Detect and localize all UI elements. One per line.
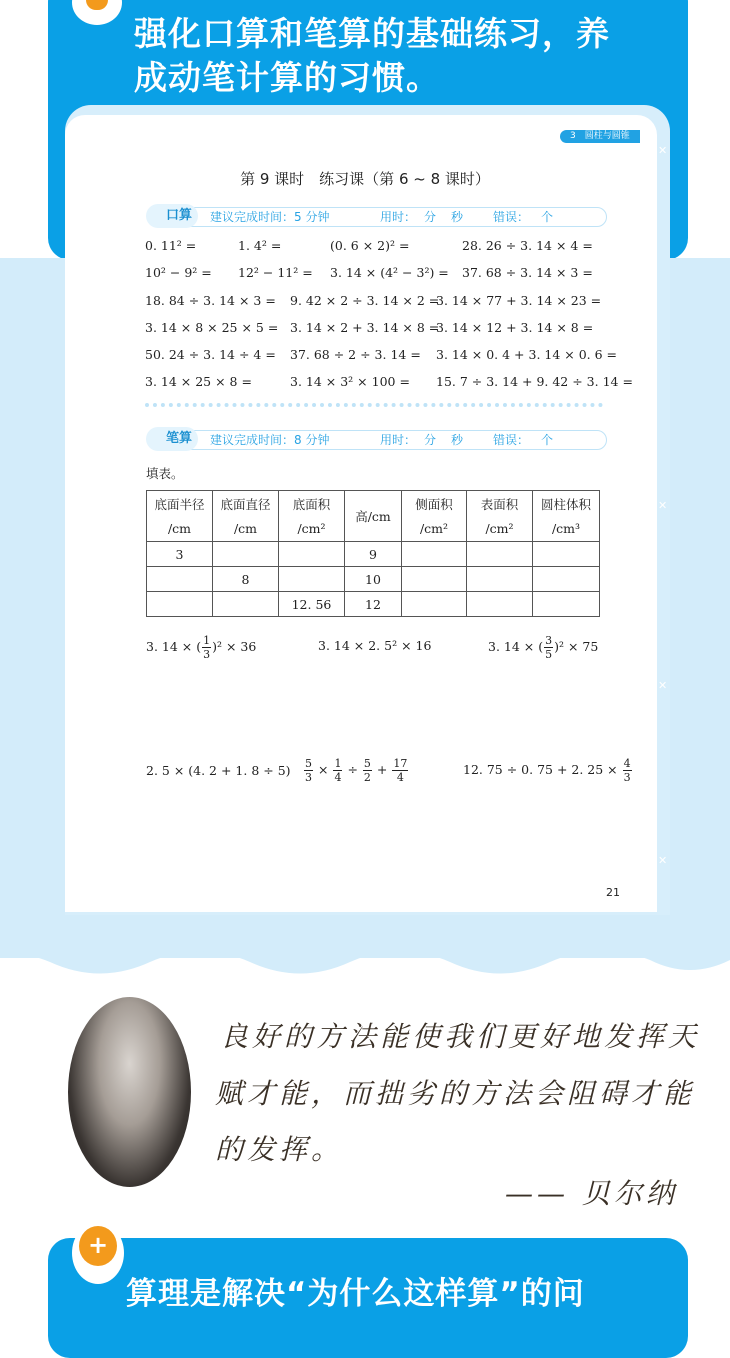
time-used-label: 用时：	[380, 210, 417, 224]
table-header-row	[147, 491, 600, 542]
minute-label: 分	[424, 433, 437, 447]
quote-line1: 良好的方法能使我们更好地发挥天	[220, 1020, 701, 1053]
quote-line2: 赋才能，而拙劣的方法会阻碍才能	[215, 1077, 696, 1110]
instruction: 填表。	[146, 466, 184, 481]
sparkle-icon: ✕	[658, 144, 668, 157]
quote-line3: 的发挥。	[215, 1133, 344, 1166]
table-header-cell: 圆柱体积 /cm³	[533, 491, 600, 542]
table-header-cell: 表面积 /cm²	[467, 491, 533, 542]
second-label: 秒	[451, 433, 464, 447]
oral-problem: 28. 26 ÷ 3. 14 × 4 =	[462, 238, 593, 253]
page-number: 21	[606, 886, 620, 899]
table-cell[interactable]	[533, 542, 600, 567]
headline-line1: 强化口算和笔算的基础练习，养	[134, 14, 610, 53]
quote-author: —— 贝尔纳	[505, 1177, 678, 1210]
table-cell[interactable]	[467, 592, 533, 617]
sparkle-icon: ✕	[658, 499, 668, 512]
table-header-cell: 底面积 /cm²	[279, 491, 345, 542]
table-cell[interactable]	[213, 592, 279, 617]
table-cell: 12. 56	[279, 592, 345, 617]
oral-problem: 3. 14 × 3² × 100 =	[290, 374, 410, 389]
table-header-cell: 侧面积 /cm²	[402, 491, 467, 542]
table-header-cell: 底面半径 /cm	[147, 491, 213, 542]
count-label: 个	[541, 433, 554, 447]
expression-5: $\frac{5}{3}$ × $\frac{1}{4}$ ÷ $\frac{5}{2}$ + $\frac{17}{4}$	[305, 757, 408, 784]
table-header-cell: 高/cm	[345, 491, 402, 542]
table-cell[interactable]	[279, 542, 345, 567]
expression-6: 12. 75 ÷ 0. 75 + 2. 25 × $\frac{4}{3}$	[463, 757, 631, 784]
table-cell[interactable]	[147, 567, 213, 592]
sparkle-icon: ✕	[658, 679, 668, 692]
table-cell[interactable]	[467, 567, 533, 592]
oral-problem: 0. 11² =	[145, 238, 197, 253]
sparkle-icon: ✕	[658, 854, 668, 867]
table-row	[147, 592, 600, 617]
oral-problem: 37. 68 ÷ 2 ÷ 3. 14 =	[290, 347, 421, 362]
oral-problem: 3. 14 × 0. 4 + 3. 14 × 0. 6 =	[436, 347, 618, 362]
errors-label: 错误：	[493, 210, 530, 224]
oral-problem: 37. 68 ÷ 3. 14 × 3 =	[462, 265, 593, 280]
oral-problem: 1. 4² =	[238, 238, 282, 253]
table-cell: 9	[345, 542, 402, 567]
table-cell[interactable]	[467, 542, 533, 567]
lightbulb-plus-icon: +	[72, 1222, 124, 1284]
oral-problem: 10² − 9² =	[145, 265, 212, 280]
headline-line2: 成动笔计算的习惯。	[134, 58, 440, 97]
table-cell[interactable]	[213, 542, 279, 567]
table-cell: 8	[213, 567, 279, 592]
table-cell[interactable]	[147, 592, 213, 617]
chapter-chip: 3 圆柱与圆锥	[560, 130, 640, 143]
oral-tag: 口算	[146, 204, 198, 228]
table-cell[interactable]	[402, 567, 467, 592]
errors-label: 错误：	[493, 433, 530, 447]
count-label: 个	[541, 210, 554, 224]
suggested-time: 建议完成时间：5 分钟	[210, 210, 330, 224]
table-cell: 3	[147, 542, 213, 567]
portrait-image	[68, 997, 191, 1187]
section-divider	[145, 403, 603, 407]
oral-problem: 18. 84 ÷ 3. 14 × 3 =	[145, 293, 276, 308]
expression-3: 3. 14 × ( $\frac{3}{5}$ )² × 75	[488, 634, 599, 661]
table-cell[interactable]	[402, 542, 467, 567]
table-header-cell: 底面直径 /cm	[213, 491, 279, 542]
table-cell[interactable]	[402, 592, 467, 617]
lesson-title: 第 9 课时 练习课（第 6 ~ 8 课时）	[240, 170, 490, 188]
suggested-time: 建议完成时间：8 分钟	[210, 433, 330, 447]
second-label: 秒	[451, 210, 464, 224]
oral-problem: 9. 42 × 2 ÷ 3. 14 × 2 =	[290, 293, 440, 308]
footer-headline: 算理是解决“为什么这样算”的问	[126, 1276, 585, 1312]
oral-problem: 3. 14 × 2 + 3. 14 × 8 =	[290, 320, 440, 335]
oral-problem: 3. 14 × 25 × 8 =	[145, 374, 252, 389]
oral-problem: 3. 14 × 8 × 25 × 5 =	[145, 320, 279, 335]
table-cell[interactable]	[279, 567, 345, 592]
oral-problem: 12² − 11² =	[238, 265, 313, 280]
table-cell[interactable]	[533, 567, 600, 592]
minute-label: 分	[424, 210, 437, 224]
oral-problem: (0. 6 × 2)² =	[330, 238, 410, 253]
expression-1: 3. 14 × ( $\frac{1}{3}$ )² × 36	[146, 634, 257, 661]
oral-problem: 50. 24 ÷ 3. 14 ÷ 4 =	[145, 347, 276, 362]
expression-2: 3. 14 × 2. 5² × 16	[318, 638, 432, 653]
table-cell[interactable]	[533, 592, 600, 617]
table-row	[147, 542, 600, 567]
oral-problem: 15. 7 ÷ 3. 14 + 9. 42 ÷ 3. 14 =	[436, 374, 633, 389]
expression-4: 2. 5 × (4. 2 + 1. 8 ÷ 5)	[146, 763, 291, 778]
table-cell: 12	[345, 592, 402, 617]
time-used-label: 用时：	[380, 433, 417, 447]
written-tag: 笔算	[146, 427, 198, 451]
table-cell: 10	[345, 567, 402, 592]
oral-problem: 3. 14 × 12 + 3. 14 × 8 =	[436, 320, 594, 335]
table-row	[147, 567, 600, 592]
fill-table	[146, 490, 600, 617]
oral-info-bar	[147, 207, 607, 227]
oral-problem: 3. 14 × 77 + 3. 14 × 23 =	[436, 293, 602, 308]
oral-problem: 3. 14 × (4² − 3²) =	[330, 265, 449, 280]
written-info-bar	[147, 430, 607, 450]
